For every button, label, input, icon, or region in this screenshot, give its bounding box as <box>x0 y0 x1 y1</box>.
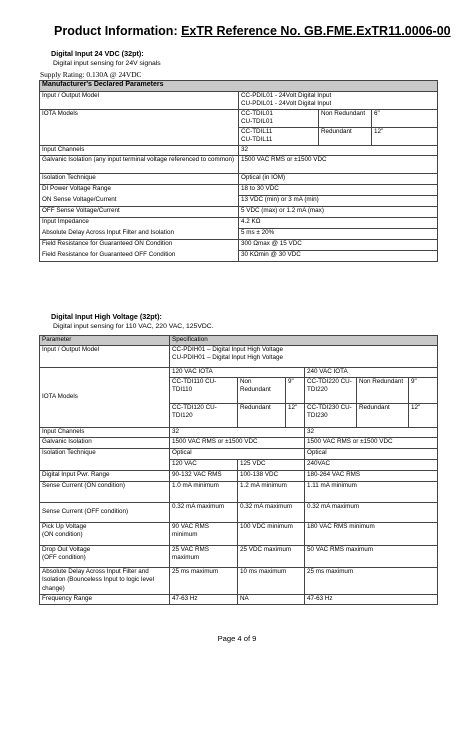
table-row <box>40 110 438 128</box>
cell-value: 47-63 Hz <box>305 595 438 605</box>
cell-value: CC-TDI110 CU-TDI110 <box>170 378 238 404</box>
cell-value: Redundant <box>319 128 372 146</box>
cell-label: Input Impedance <box>40 218 239 229</box>
cell-value: 240VAC <box>305 460 438 471</box>
cell-value: 47-63 Hz <box>170 595 238 605</box>
table-header: Manufacturer's Declared Parameters <box>40 81 438 92</box>
table-row <box>40 185 438 196</box>
cell-label: Absolute Delay Across Input Filter and Isolation (Bounceless Input to logic level change) <box>40 568 170 595</box>
table-row <box>40 92 438 110</box>
table-row <box>40 546 438 568</box>
cell-value: 300 Ωmax @ 15 VDC <box>239 240 438 251</box>
cell-label: Input / Output Model <box>40 92 239 110</box>
cell-value: 4.2 KΩ <box>239 218 438 229</box>
cell-label: Sense Current (OFF condition) <box>40 503 170 523</box>
cell-value: Non Redundant <box>238 378 286 404</box>
cell-label: Input / Output Model <box>40 346 170 368</box>
cell-label: Digital Input Pwr. Range <box>40 471 170 482</box>
table-row <box>40 156 438 174</box>
table-row <box>40 368 438 378</box>
cell-label: Input Channels <box>40 146 239 156</box>
cell-value: 120 VAC IOTA <box>170 368 305 378</box>
cell-value: Optical <box>305 449 438 460</box>
cell-value: 240 VAC IOTA <box>305 368 438 378</box>
cell-value: 120 VAC <box>170 460 238 471</box>
cell-value: 0.32 mA maximum <box>238 503 305 523</box>
cell-label: Drop Out Voltage (OFF condition) <box>40 546 170 568</box>
cell-value: 10 ms maximum <box>238 568 305 595</box>
table-row <box>40 471 438 482</box>
cell-value: 5 VDC (max) or 1.2 mA (max) <box>239 207 438 218</box>
page-title <box>54 24 451 38</box>
table-high-voltage <box>39 335 438 605</box>
cell-label: Input Channels <box>40 428 170 438</box>
cell-value: 180-264 VAC RMS <box>305 471 438 482</box>
cell-value: 1.0 mA minimum <box>170 482 238 503</box>
title-prefix: Product Information: <box>54 24 182 38</box>
cell-label: Isolation Technique <box>40 174 239 185</box>
cell-value: 90 VAC RMS minimum <box>170 523 238 546</box>
cell-value: 100 VDC minimum <box>238 523 305 546</box>
cell-value: Non Redundant <box>357 378 409 404</box>
table-row <box>40 438 438 449</box>
table-24vdc <box>39 80 438 262</box>
cell-label: Frequency Range <box>40 595 170 605</box>
cell-value: 25 VDC maximum <box>238 546 305 568</box>
cell-value: CC-TDIL11 CU-TDIL11 <box>239 128 319 146</box>
column-header: Parameter <box>40 336 170 346</box>
section2-subheading: Digital input sensing for 110 VAC, 220 VAC, 125VDC. <box>53 323 214 330</box>
cell-value: 32 <box>239 146 438 156</box>
cell-value: Redundant <box>357 404 409 428</box>
cell-value: 18 to 30 VDC <box>239 185 438 196</box>
cell-value: 1500 VAC RMS or ±1500 VDC <box>170 438 305 449</box>
cell-label: Field Resistance for Guaranteed OFF Condition <box>40 251 239 262</box>
cell-value: 32 <box>170 428 305 438</box>
cell-value: 9" <box>286 378 305 404</box>
cell-value: 180 VAC RMS minimum <box>305 523 438 546</box>
cell-label: Pick Up Voltage (ON condition) <box>40 523 170 546</box>
table-row <box>40 336 438 346</box>
cell-label: Sense Current (ON condition) <box>40 482 170 503</box>
cell-value: Optical <box>170 449 305 460</box>
cell-label: Galvanic Isolation (any input terminal voltage referenced to common) <box>40 156 239 174</box>
cell-label: Field Resistance for Guaranteed ON Condition <box>40 240 239 251</box>
section1-heading: Digital Input 24 VDC (32pt): <box>51 49 144 58</box>
cell-value: 0.32 mA maximum <box>305 503 438 523</box>
cell-value: 5 ms ± 20% <box>239 229 438 240</box>
table-row <box>40 229 438 240</box>
cell-value: 13 VDC (min) or 3 mA (min) <box>239 196 438 207</box>
table-row <box>40 503 438 523</box>
table-row <box>40 568 438 595</box>
cell-value: Non Redundant <box>319 110 372 128</box>
cell-value: 12" <box>286 404 305 428</box>
table-row <box>40 482 438 503</box>
cell-value: 6" <box>372 110 438 128</box>
cell-value: 9" <box>409 378 438 404</box>
cell-value: 25 ms maximum <box>305 568 438 595</box>
table-row <box>40 146 438 156</box>
cell-value: CC-TDI220 CU-TDI220 <box>305 378 357 404</box>
table-row <box>40 346 438 368</box>
cell-value: 12" <box>409 404 438 428</box>
cell-value: 32 <box>305 428 438 438</box>
cell-label: Isolation Technique <box>40 449 170 471</box>
table-row <box>40 207 438 218</box>
cell-label: DI Power Voltage Range <box>40 185 239 196</box>
table-row <box>40 218 438 229</box>
cell-value: 1.11 mA minimum <box>305 482 438 503</box>
cell-value: 25 ms maximum <box>170 568 238 595</box>
table-row <box>40 196 438 207</box>
cell-value: CC-PDIL01 - 24Volt Digital Input CU-PDIL01 - 24Volt Digital Input <box>239 92 438 110</box>
cell-value: 1500 VAC RMS or ±1500 VDC <box>305 438 438 449</box>
cell-label: Absolute Delay Across Input Filter and Isolation <box>40 229 239 240</box>
reference-number: ExTR Reference No. GB.FME.ExTR11.0006-00 <box>181 24 451 38</box>
table-row <box>40 251 438 262</box>
table-row <box>40 174 438 185</box>
table-row <box>40 240 438 251</box>
cell-value: 125 VDC <box>238 460 305 471</box>
cell-value: CC-TDIL01 CU-TDIL01 <box>239 110 319 128</box>
cell-value: 90-132 VAC RMS <box>170 471 238 482</box>
cell-value: 30 KΩmin @ 30 VDC <box>239 251 438 262</box>
cell-value: 1500 VAC RMS or ±1500 VDC <box>239 156 438 174</box>
cell-label: Galvanic Isolation <box>40 438 170 449</box>
cell-value: 12" <box>372 128 438 146</box>
cell-value: NA <box>238 595 305 605</box>
table-row <box>40 523 438 546</box>
table-row <box>40 449 438 460</box>
cell-value: Optical (in IOM) <box>239 174 438 185</box>
section2-heading: Digital Input High Voltage (32pt): <box>51 312 162 321</box>
column-header: Specification <box>170 336 438 346</box>
cell-value: 100-138 VDC <box>238 471 305 482</box>
cell-label: ON Sense Voltage/Current <box>40 196 239 207</box>
supply-rating: Supply Rating: 0.130A @ 24VDC <box>40 70 142 79</box>
cell-value: 25 VAC RMS maximum <box>170 546 238 568</box>
cell-label: OFF Sense Voltage/Current <box>40 207 239 218</box>
cell-value: CC-TDI120 CU-TDI120 <box>170 404 238 428</box>
cell-value: CC-TDI230 CU-TDI230 <box>305 404 357 428</box>
table-row <box>40 595 438 605</box>
page-number: Page 4 of 9 <box>217 634 257 643</box>
cell-value: 0.32 mA maximum <box>170 503 238 523</box>
cell-value: 1.2 mA minimum <box>238 482 305 503</box>
cell-label: IOTA Models <box>40 368 170 428</box>
cell-value: CC-PDIH01 – Digital Input High Voltage CU-PDIH01 – Digital Input High Voltage <box>170 346 438 368</box>
section1-subheading: Digital input sensing for 24V signals <box>53 60 161 67</box>
table-row <box>40 428 438 438</box>
cell-label: IOTA Models <box>40 110 239 146</box>
cell-value: Redundant <box>238 404 286 428</box>
cell-value: 50 VAC RMS maximum <box>305 546 438 568</box>
